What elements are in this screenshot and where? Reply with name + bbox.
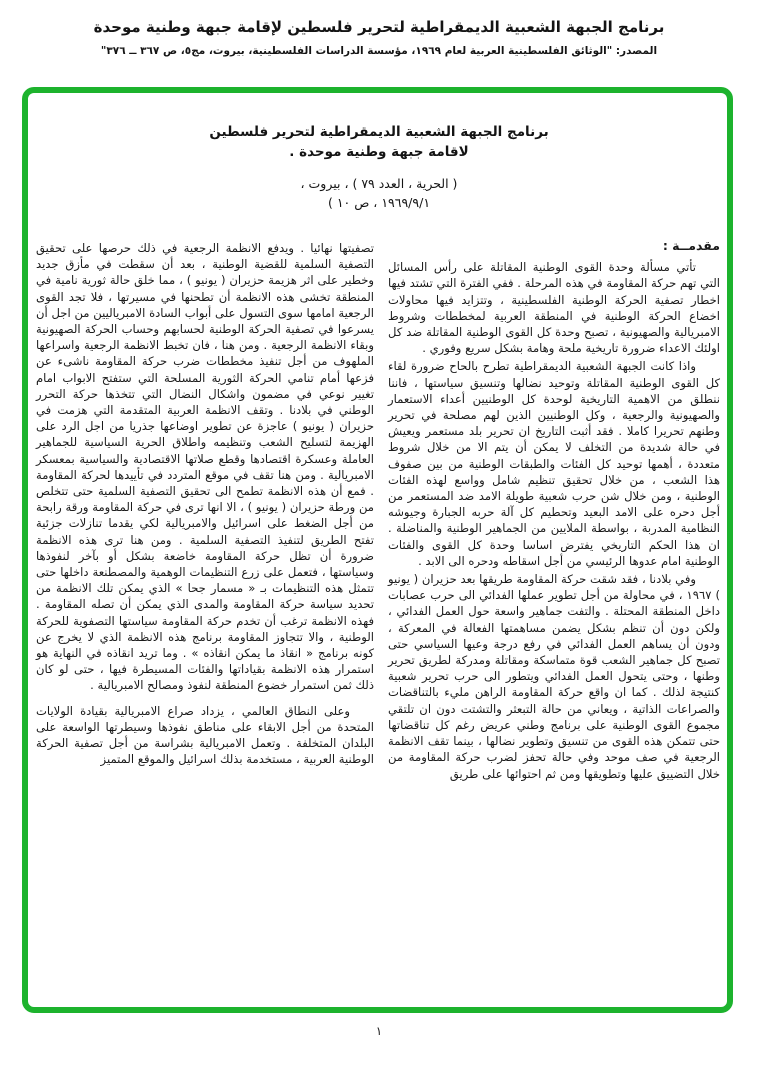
section-heading-intro: مقدمــة : xyxy=(662,238,720,253)
header-title: برنامج الجبهة الشعبية الديمقراطية لتحرير فلسطين لإقامة جبهة وطنية موحدة xyxy=(93,18,665,36)
paragraph-intro-3: وفي بلادنا ، فقد شقت حركة المقاومة طريقها بعد حزيران ( يونيو ) ١٩٦٧ ، في محاولة من أجل تطوير عملها الفدائي الى حرب عصابات داخل المنطقة المحتلة . والتفت جماهير واسعة حول العمل الفدائي ، ولكن دون أن تنظم بشكل يضمن مساهمتها الفعالة في المعركة ، ودون أن يساهم العمل الفدائي في رفع درجة وعيها السياسي حتى تصبح كل جماهير الشعب قوة متماسكة ومقاتلة ومدركة لطريق تحرير وطنها ، وحتى يتحول العمل الفدائي ويتطور الى حرب تحرير شعبية كنتيجة لذلك . كما ان واقع حركة المقاومة الراهن مليء بالتناقضات والصراعات الذاتية ، ويعاني من حالة التبعثر والتشتت دون ان تلتقي مجموع القوى الوطنية على برنامج وطني عريض رغم كل تناقضاتها حتى تتمكن هذه القوى من تنسيق وتطوير نضالها ، بينما تقف الانظمة الرجعية في صف موحد وفي حالة تحفز لضرب حركة المقاومة من خلال التضييق عليها وتطويقها ومن ثم احتوائها على طريق xyxy=(388,572,720,781)
paragraph-intro-1: تأتي مسألة وحدة القوى الوطنية المقاتلة على رأس المسائل التي تهم حركة المقاومة في هذه المرحلة . ففي الفترة التي تشتد فيها اخطار تصفية الحركة الوطنية الفلسطينية ، وتتزايد فيها محاولات اخضاع الحركة الوطنية في المنطقة العربية لمخططات وشروط الامبريالية والصهيونية ، تصبح وحدة كل القوى الوطنية المقاتلة ضد كل اولئك الاعداء ضرورة تاريخية ملحة وهامة بشكل سريع وفوري . xyxy=(388,260,720,356)
paragraph-continuation: تصفيتها نهائيا . ويدفع الانظمة الرجعية في ذلك حرصها على تحقيق التصفية السلمية للقضية الوطنية ، بعد أن سقطت في مأزق جديد وخطير على اثر هزيمة حزيران ( يونيو ) ، مما خلق حالة ثورية نامية في المنطقة تخشى هذه الانظمة أن تطحنها في مسيرتها ، فلا تجد القوى الرجعية امامها سوى التسول على أبواب السادة الامبرياليين من اجل أن يسرعوا في تصفية الحركة الوطنية لحسابهم وحساب الحركة الصهيونية وبقاء الانظمة الرجعية . ومن هنا ، فان تخبط الانظمة الرجعية واسراعها الملهوف من أجل تنفيذ مخططات ضرب حركة المقاومة ناشىء عن فزعها أمام تنامي الحركة الثورية المسلحة التي ستفتح الابواب امام تغيير نوعي في مضمون واشكال النضال التي تتخذها حركة التحرر الوطني في بلادنا . وتقف الانظمة العربية المتقدمة التي هزمت في حزيران ( يونيو ) عاجزة عن تطوير اوضاعها جذريا من اجل الرد على الهزيمة لتسليح الشعب وتنظيمه واطلاق الحرية السياسية للجماهير العاملة وعسكرة اقتصادها وقطع صلاتها الاقتصادية والسياسية بمعسكر الامبريالية . ومن هنا تقف في موقع المتردد في تأييدها لحركة المقاومة . فمع أن هذه الانظمة تطمح الى تحقيق التصفية السلمية حتى تتخلص من ورطة حزيران ( يونيو ) ، الا انها ترى في حركة المقاومة ورقة رابحة من أجل الضغط على اسرائيل والامبريالية لكي يقدما تنازلات جزئية تفتح الطريق لتنفيذ التصفية السلمية . ومن هنا ترى هذه الانظمة ضرورة أن تظل حركة المقاومة خاضعة بشكل أو بآخر لنفوذها وسياستها ، فتعمل على زرع التنظيمات الوهمية والمصطنعة داخلها حتى تتمثل هذه التنظيمات بـ « مسمار جحا » الذي يمكن تلك الانظمة من تحديد سياسة حركة المقاومة والمدى الذي يمكن أن تصله المقاومة . فهذه الانظمة ترغب أن تخدم حركة المقاومة سياستها التصفوية للحركة الوطنية ، والا تتجاوز المقاومة برنامج هذه الانظمة الذي لا يخرج عن كونه برنامج « انقاذ ما يمكن انقاذه » . وما تريد انقاذه في النهاية هو استمرار هذه الانظمة بقياداتها والفئات المسيطرة فيها ، حتى لو كان ذلك ثمن استمرار خضوع المنطقة لنفوذ ومصالح الامبريالية . xyxy=(36,241,374,693)
citation-line1: ( الحرية ، العدد ٧٩ ) ، بيروت ، xyxy=(300,176,458,191)
paragraph-global-scope: وعلى النطاق العالمي ، يزداد صراع الامبريالية بقيادة الولايات المتحدة من أجل الابقاء على مناطق نفوذها وسيطرتها الواسعة على البلدان المتخلفة . وتعمل الامبريالية بشراسة من أجل تصفية الحركة الوطنية العربية ، مستخدمة بذلك اسرائيل والموقع المتميز xyxy=(36,703,374,767)
document-header xyxy=(0,18,758,57)
document-title-block xyxy=(79,122,679,162)
paragraph-intro-2: واذا كانت الجبهة الشعبية الديمقراطية تطرح بالحاح ضرورة لقاء كل القوى الوطنية المقاتلة وتوحيد نضالها وتنسيق سياستها ، فاننا ننطلق من الاهمية التاريخية لوحدة كل الوطنيين أعداء الاستعمار والصهيونية والرجعية ، وكل الوطنيين الذين لهم مصلحة في تحرير وطنهم تحريرا كاملا . فقد أثبت التاريخ ان تحرير بلد مستعمر ويعيش في حالة شديدة من التخلف لا يمكن أن يتم الا من خلال شروط متعددة ، أهمها توحيد كل الفئات والطبقات الوطنية من بين صفوف هذا الشعب ، من خلال تحقيق تنظيم شامل وواسع لهذه الفئات الوطنية ، ومن خلال شن حرب شعبية طويلة الامد ضد المستعمر من أجل دحره على الامد البعيد وتحطيم كل آلة حربه الجبارة وجيوشه النظامية المدربة ، بواسطة الملايين من الجماهير الوطنية والمناضلة . ان هذا الحكم التاريخي يفترض اساسا وحدة كل القوى والفئات الوطنية امام عدوها الرئيسي من أجل اسقاطه ودحره الى الابد . xyxy=(388,359,720,568)
column-left xyxy=(36,240,374,768)
document-title-line1: برنامج الجبهة الشعبية الديمقراطية لتحرير فلسطين xyxy=(209,124,549,140)
document-citation xyxy=(79,174,679,212)
page-number: ١ xyxy=(375,1024,383,1038)
citation-line2: ١٩٦٩/٩/١ ، ص ١٠ ) xyxy=(327,195,431,210)
document-title-line2: لاقامة جبهة وطنية موحدة . xyxy=(289,144,469,160)
column-right xyxy=(388,238,720,782)
header-source-line: المصدر: "الوثائق الفلسطينية العربية لعام ١٩٦٩، مؤسسة الدراسات الفلسطينية، بيروت، مج٥، ص ٣٦٧ ــ ٣٧٦" xyxy=(100,45,658,57)
